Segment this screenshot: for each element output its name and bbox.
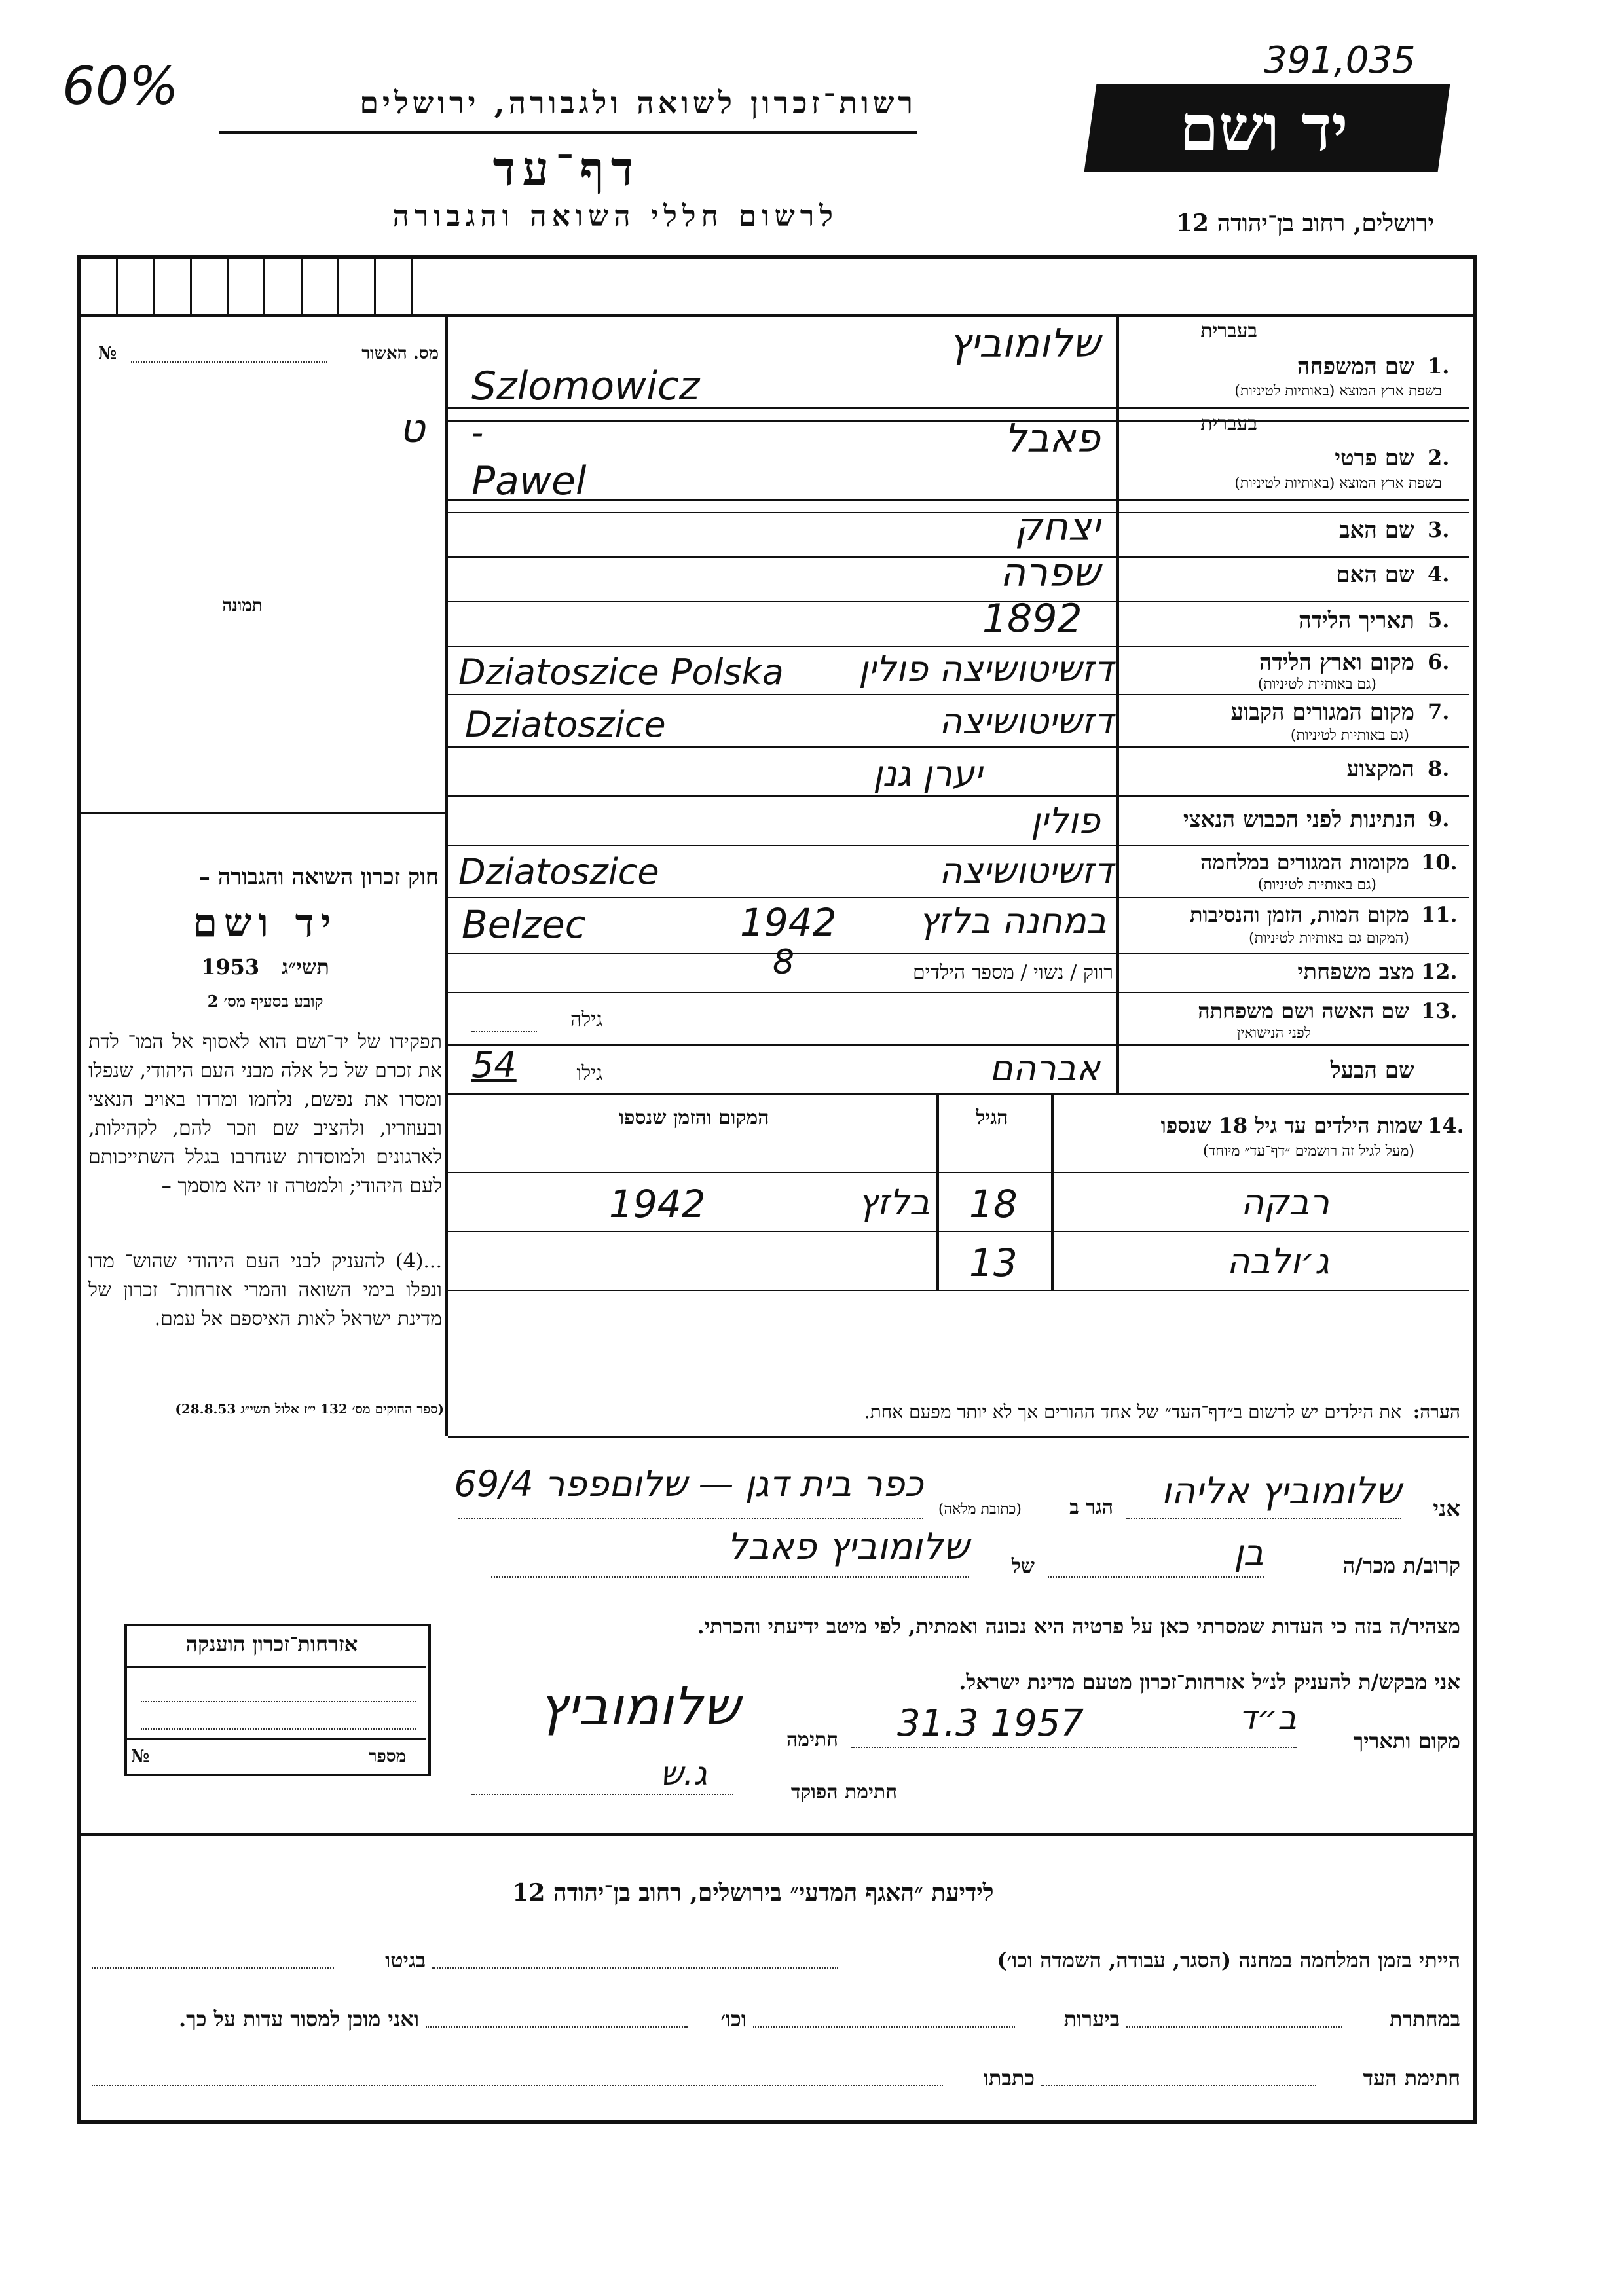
law-reference: (ספר החוקים מס׳ 132 י״ז אלול תשי״ג 28.8.53)	[175, 1401, 444, 1417]
label-residence: מקום המגורים הקבוע	[1230, 699, 1414, 725]
label-death: מקום המות, הזמן והנסיבות	[1189, 902, 1409, 927]
birthplace-hebrew: דזשיטושיצה פולין	[858, 648, 1113, 689]
citizenship-box-title: אזרחות־זכרון הוענקה	[185, 1631, 358, 1656]
declarant-label: אני	[1433, 1496, 1460, 1522]
relation: בן	[1234, 1532, 1264, 1573]
death-year: 1942	[740, 900, 837, 945]
label-first-name-sub: בשפת ארץ המוצא (באותיות לטיניות)	[1234, 475, 1442, 492]
declarant-name: שלומוביץ אליהו	[1161, 1470, 1401, 1512]
husband-age-label: גילו	[576, 1062, 602, 1085]
children-title: שמות הילדים עד גיל 18 שנספו	[1160, 1113, 1422, 1138]
field-number-2: 2.	[1428, 445, 1450, 470]
citizenship: פולין	[1031, 800, 1100, 841]
footer-camp-label: הייתי בזמן המלחמה במחנה (הסגר, עבודה, השמדה וכו׳)	[997, 1948, 1460, 1973]
signature-label: חתימה	[786, 1728, 838, 1751]
label-wife-name-sub: לפני הנישואין	[1236, 1025, 1311, 1042]
of-label: של	[1011, 1555, 1035, 1578]
field-number-6: 6.	[1428, 649, 1450, 674]
child-1-name: רבקה	[1240, 1182, 1329, 1223]
first-name-hebrew: פאבל	[1004, 416, 1100, 462]
law-title: חוק זכרון השואה והגבורה –	[198, 864, 439, 890]
label-first-name: שם פרטי	[1335, 445, 1414, 471]
resides-label: הגר ב	[1069, 1496, 1113, 1519]
label-profession: המקצוע	[1346, 756, 1414, 782]
place: ב״ד	[1238, 1699, 1297, 1737]
field-number-7: 7.	[1428, 699, 1450, 724]
children-count: 8	[773, 943, 795, 982]
hebrew-tag-1: בעברית	[1200, 319, 1257, 342]
field-number-11: 11.	[1421, 902, 1458, 927]
field-number-9: 9.	[1428, 807, 1450, 831]
signature: שלומוביץ	[538, 1676, 740, 1737]
death-place-hebrew: במחנה בלזץ	[919, 900, 1107, 941]
declaration-request: אני מבקש/ת להעניק לנ״ל אזרחות־זכרון מטעם מדינת ישראל.	[959, 1669, 1460, 1694]
hebrew-tag-2: בעברית	[1200, 412, 1257, 435]
field-number-1: 1.	[1428, 354, 1450, 378]
label-residence-sub: (גם באותיות לטיניות)	[1290, 727, 1409, 744]
field-number-4: 4.	[1428, 562, 1450, 587]
address: ירושלים, רחוב בן־יהודה 12	[1175, 210, 1434, 237]
field-number-5: 5.	[1428, 608, 1450, 632]
father-name: יצחק	[1014, 504, 1100, 550]
footer-forests-label: ביערות	[1063, 2007, 1120, 2032]
deceased-name-ref: שלומוביץ פאבל	[727, 1525, 969, 1568]
children-col-place: המקום והזמן שנספו	[619, 1106, 769, 1129]
corner-note: 60%	[62, 56, 179, 117]
label-husband-name: שם הבעל	[1330, 1057, 1414, 1084]
profession: יערן גנן	[873, 753, 982, 794]
label-birthplace: מקום וארץ הלידה	[1259, 649, 1414, 676]
label-wife-name: שם האשה ושם משפחתה	[1198, 998, 1409, 1023]
note-text: את הילדים יש לרשום ב״דף־העד״ של אחד ההורים אך לא יותר מפעם אחת.	[864, 1401, 1402, 1423]
field-number-10: 10.	[1421, 850, 1458, 875]
child-1-age: 18	[969, 1182, 1018, 1226]
law-name: יד ושם	[193, 900, 338, 946]
footer-testimony-label: ואני מוכן למסור עדות על כך.	[178, 2007, 419, 2032]
footer-address-label: כתבתו	[983, 2066, 1035, 2090]
law-text-2: ...(4) להעניק לבני העם היהודי שהוש־ מדו ונפלו בימי השואה והמרי אזרחות־ זכרון של מדינת ישראל לאות האיספם אל עמם.	[88, 1250, 442, 1330]
note	[589, 1401, 1460, 1423]
margin-mark: ט	[399, 406, 425, 452]
marital-status-options: רווק / נשוי / מספר הילדים	[912, 961, 1113, 984]
field-number-3: 3.	[1428, 517, 1450, 542]
footer-title: לידיעת ״האגף המדעי״ בירושלים, רחוב בן־יהודה 12	[512, 1879, 994, 1906]
note-label: הערה:	[1412, 1401, 1460, 1423]
id-digit-boxes	[81, 259, 448, 314]
citizenship-number-mark: №	[131, 1747, 150, 1766]
surname-latin: Szlomowicz	[471, 363, 700, 409]
mother-name: שפרה	[999, 550, 1100, 596]
law-year: 1953 תשי״ג	[201, 955, 329, 979]
label-marital-status: מצב משפחתי	[1297, 959, 1414, 985]
declarant-address: כפר בית דגן — שלוםפפר 69/4	[454, 1463, 923, 1504]
child-2-age: 13	[969, 1241, 1018, 1285]
label-wartime-residence: מקומות המגורים במלחמה	[1200, 850, 1409, 875]
citizenship-number-label: מספר	[368, 1747, 406, 1766]
field-number-14: 14.	[1428, 1113, 1464, 1138]
footer-underground-label: במחתרת	[1389, 2007, 1460, 2032]
form-title: דף־עד	[492, 141, 640, 196]
label-death-sub: (המקום גם באותיות לטיניות)	[1249, 930, 1409, 947]
officer-signature: ג.ש	[660, 1755, 707, 1793]
label-surname-sub: בשפת ארץ המוצא (באותיות לטיניות)	[1234, 383, 1442, 399]
label-citizenship: הנתינות לפני הכבוש הנאצי	[1183, 807, 1416, 833]
permit-label: מס. האשור	[361, 344, 439, 363]
resides-sub: (כתובת מלאה)	[938, 1501, 1022, 1518]
footer-ghetto-label: בגיטו	[385, 1948, 426, 1973]
child-1-place: בלזץ	[858, 1182, 930, 1223]
first-name-latin: Pawel	[471, 458, 587, 504]
label-father: שם האב	[1339, 517, 1414, 543]
wartime-residence-latin: Dziatoszice	[458, 851, 659, 892]
permit-number-mark: №	[98, 344, 117, 363]
label-birthplace-sub: (גם באותיות לטיניות)	[1257, 676, 1376, 693]
law-text: תפקידו של יד־ושם הוא לאסוף אל המו־ לדת את זכרם של כל אלה מבני העם היהודי, שנפלו ומסרו את נפשם, נלחמו ומרדו באויב הנאצי ובעוזריו, ולהציב שם וזכר להם, לקהילות, לארגונים ולמוסדות שנחרבו בגלל השתייכותם לעם היהודי; ולמטרה זו יהא מוסמך –	[88, 1030, 442, 1197]
children-col-age: הגיל	[976, 1106, 1008, 1129]
place-date-label: מקום ותאריך	[1353, 1728, 1460, 1753]
law-clause: קובע בסעיף מס׳ 2	[207, 992, 323, 1011]
label-mother: שם האם	[1336, 562, 1414, 588]
relation-label: קרוב/ת מכר/ה	[1342, 1553, 1460, 1578]
label-wartime-residence-sub: (גם באותיות לטיניות)	[1257, 877, 1376, 893]
footer-etc-label: וכו׳	[720, 2007, 747, 2032]
label-birthdate: תאריך הלידה	[1298, 608, 1414, 634]
birthplace-latin: Dziatoszice Polska	[458, 651, 784, 693]
reference-number: 391,035	[1264, 39, 1416, 82]
birth-year: 1892	[982, 596, 1082, 642]
field-number-13: 13.	[1421, 998, 1458, 1023]
surname-hebrew: שלומוביץ	[949, 321, 1100, 367]
death-place-latin: Belzec	[462, 902, 586, 947]
residence-latin: Dziatoszice	[465, 704, 666, 745]
residence-hebrew: דזשיטושיצה	[939, 701, 1113, 742]
children-title-sub: (מעל לגיל זה רושמים ״דף־עד״ מיוחד)	[1202, 1143, 1414, 1159]
wartime-residence-hebrew: דזשיטושיצה	[939, 850, 1113, 891]
officer-label: חתימת הפוקד	[790, 1781, 897, 1804]
declaration-statement: מצהיר/ה בזה כי העדות שמסרתי כאן על פרטיה היא נכונה ואמתית, לפי מיטב ידיעתי והכרתי.	[697, 1614, 1460, 1639]
field-number-8: 8.	[1428, 756, 1450, 781]
husband-age: 54	[471, 1044, 517, 1085]
form-subtitle: לרשום חללי השואה והגבורה	[392, 200, 838, 233]
photo-label: תמונה	[222, 596, 263, 615]
child-2-name: ג׳ולבה	[1227, 1241, 1329, 1282]
logo-text: יד ושם	[1179, 91, 1348, 165]
date: 31.3 1957	[897, 1702, 1084, 1745]
label-surname: שם המשפחה	[1297, 354, 1414, 380]
field-number-12: 12.	[1421, 959, 1458, 984]
child-1-year: 1942	[609, 1182, 706, 1226]
wife-age-label: גילה	[570, 1008, 602, 1031]
husband-name: אברהם	[989, 1048, 1100, 1089]
footer-witness-sig-label: חתימת העד	[1363, 2066, 1460, 2090]
authority-name: רשות־זכרון לשואה ולגבורה, ירושלים	[360, 85, 917, 120]
